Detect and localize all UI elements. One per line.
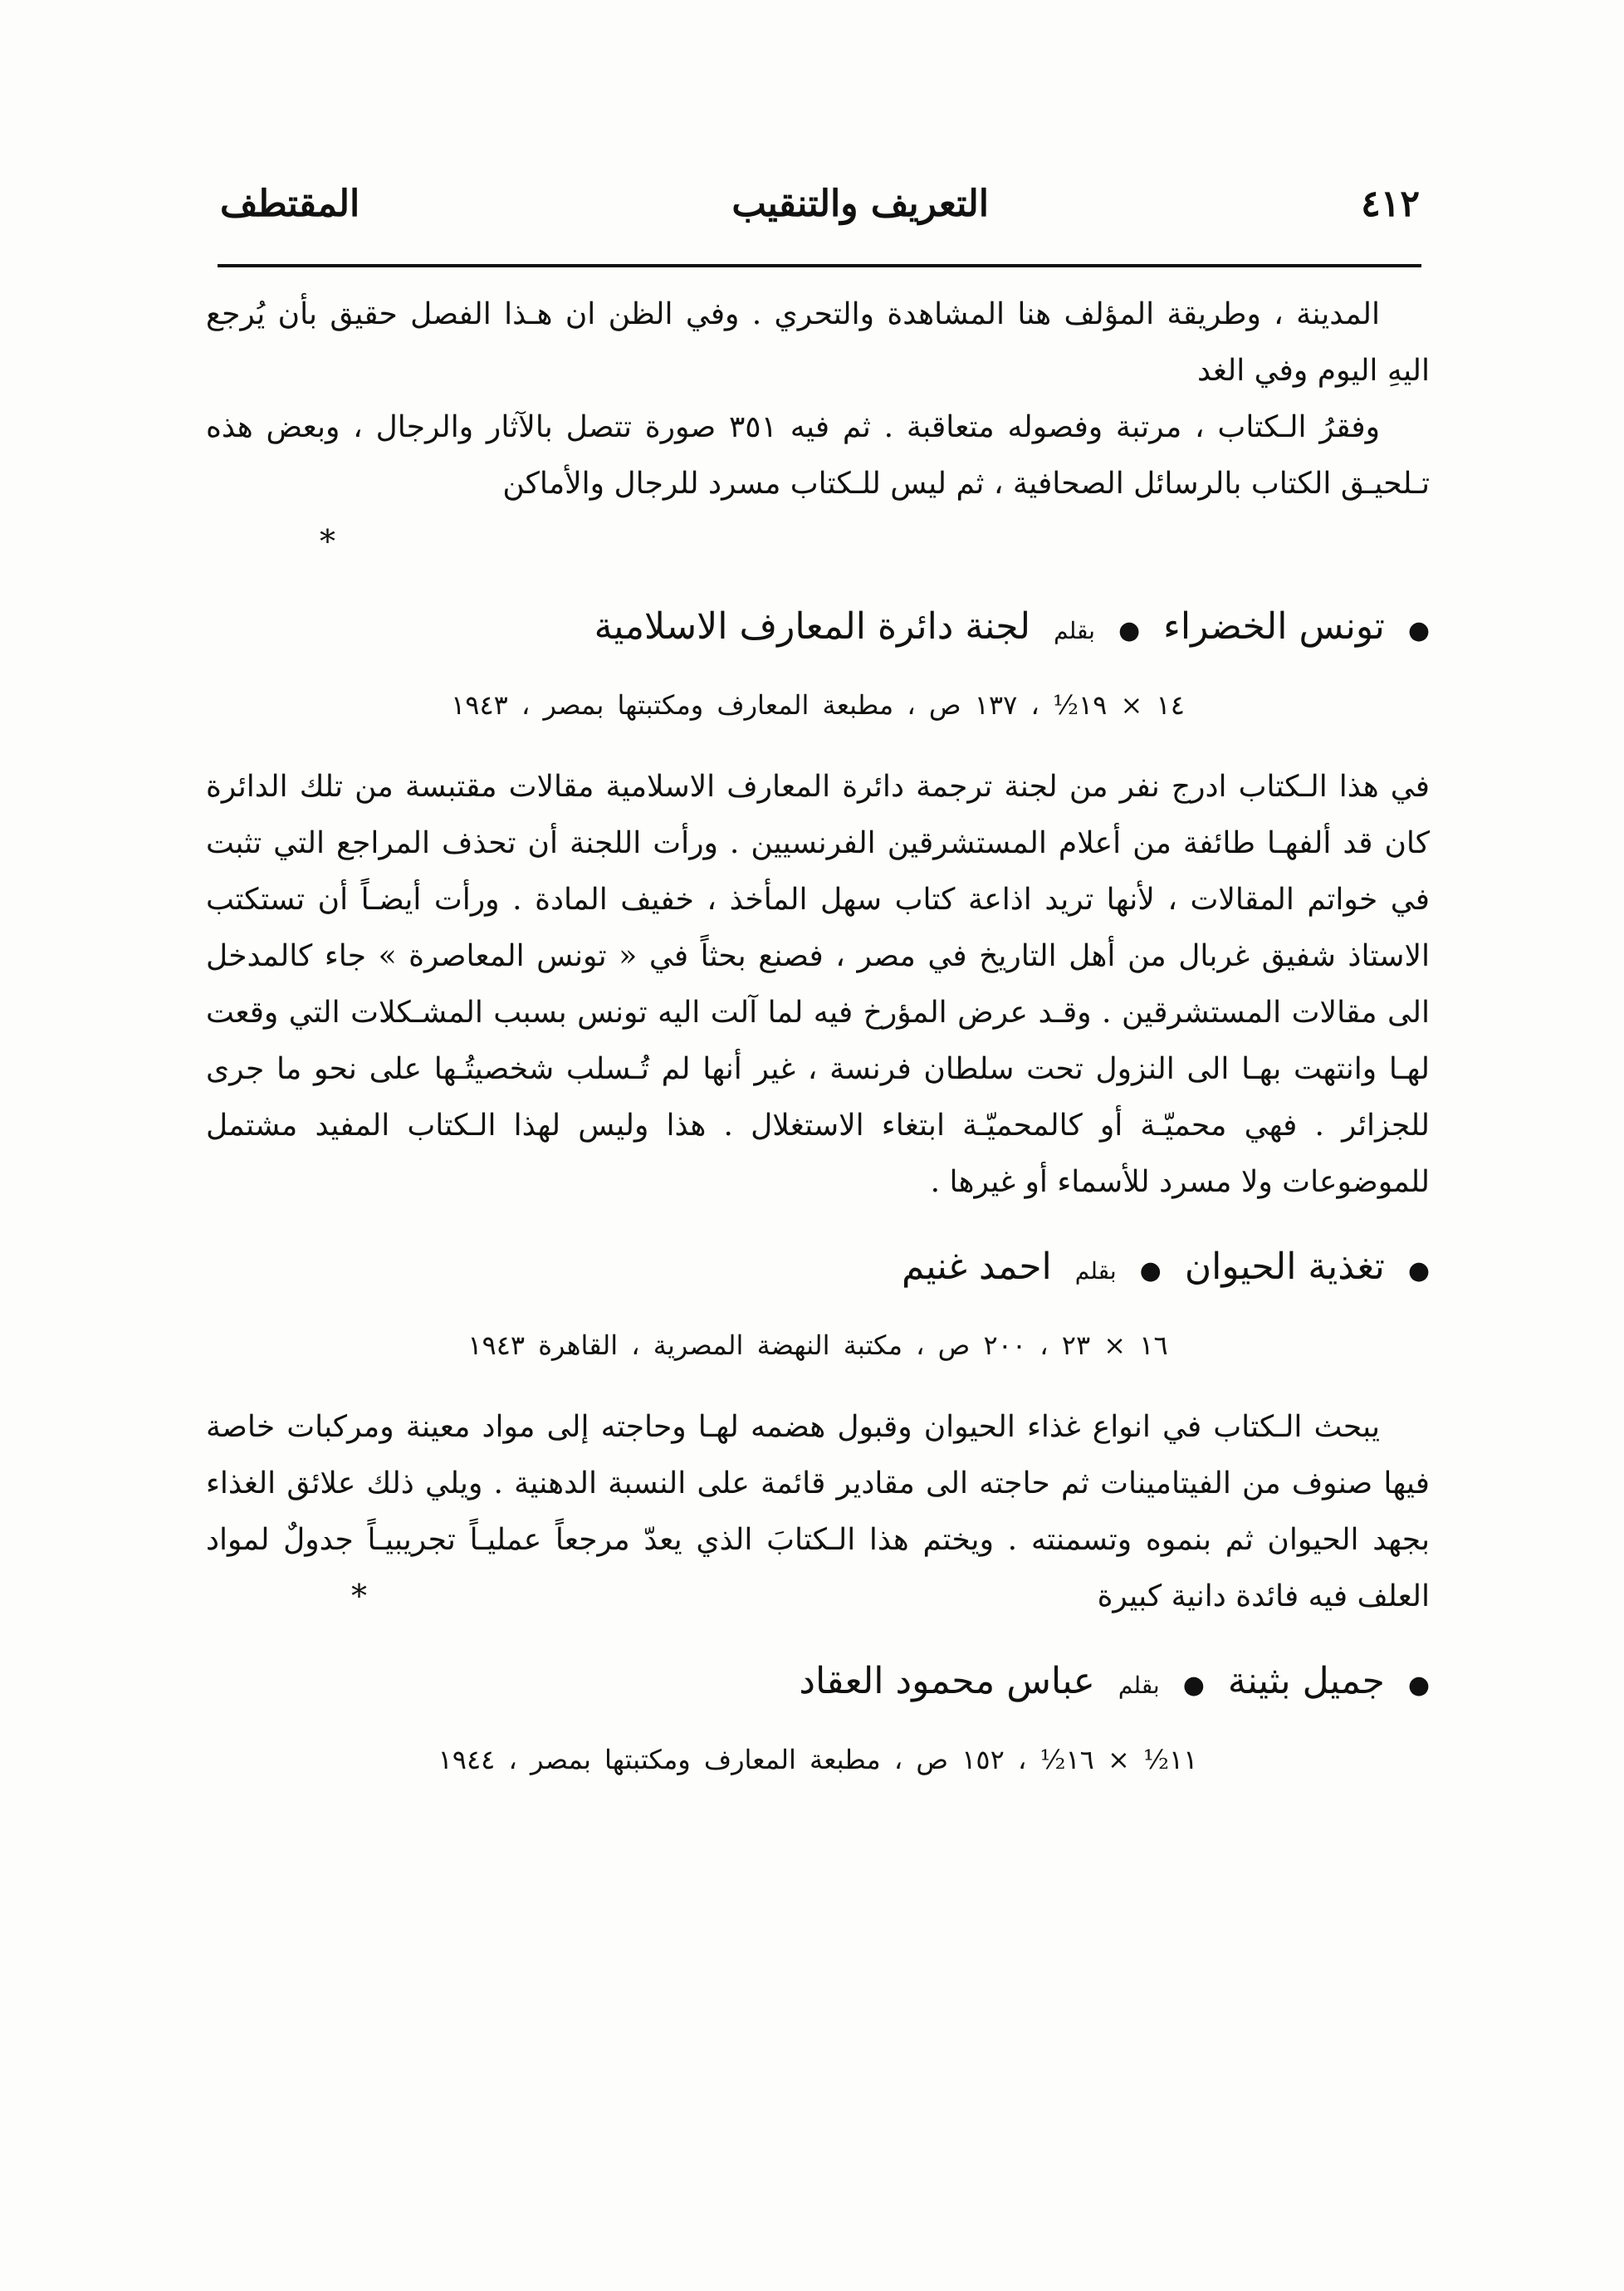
entry-heading: [206, 1234, 1430, 1305]
bullet-icon: ●: [1118, 616, 1141, 645]
asterisk-separator: *: [351, 1578, 367, 1614]
bullet-icon: ●: [1407, 1256, 1430, 1285]
book-author: عباس محمود العقاد: [799, 1660, 1095, 1702]
running-header: [220, 170, 1420, 237]
publication-info: ١٦ × ٢٣ ، ٢٠٠ ص ، مكتبة النهضة المصرية ، القاهرة ١٩٤٣: [467, 1329, 1168, 1361]
book-title: تونس الخضراء: [1163, 605, 1385, 648]
book-title: جميل بثينة: [1227, 1660, 1385, 1702]
journal-name: المقتطف: [220, 182, 360, 225]
by-label: بقلم: [1118, 1672, 1160, 1699]
entry-heading: [206, 1648, 1430, 1719]
book-title: تغذية الحيوان: [1184, 1246, 1385, 1288]
book-author: لجنة دائرة المعارف الاسلامية: [594, 605, 1031, 648]
paragraph: المدينة ، وطريقة المؤلف هنا المشاهدة والتحري . وفي الظن ان هـذا الفصل حقيق بأن يُرجع اليهِ اليوم وفي الغد: [206, 297, 1430, 388]
bullet-icon: ●: [1407, 1671, 1430, 1700]
page-body: [206, 286, 1430, 1789]
asterisk-separator: *: [320, 523, 335, 560]
section-separator: [206, 1567, 1430, 1625]
publication-info: ١٤ × ١٩½ ، ١٣٧ ص ، مطبعة المعارف ومكتبتها بمصر ، ١٩٤٣: [451, 689, 1185, 721]
publication-info: ١١½ × ١٦½ ، ١٥٢ ص ، مطبعة المعارف ومكتبتها بمصر ، ١٩٤٤: [438, 1744, 1198, 1775]
section-title: التعريف والتنقيب: [731, 182, 990, 225]
bullet-icon: ●: [1139, 1256, 1162, 1285]
section-separator: [206, 512, 1430, 570]
bullet-icon: ●: [1407, 616, 1430, 645]
bullet-icon: ●: [1182, 1671, 1205, 1700]
review-text: في هذا الـكتاب ادرج نفر من لجنة ترجمة دائرة المعارف الاسلامية مقالات مقتبسة من تلك الدائرة كان قد ألفهـا طائفة من أعلام المستشرقين الفرنسيين . ورأت اللجنة أن تحذف المراجع التي تثبت في خواتم المقالات ، لأنها تريد اذاعة كتاب سهل المأخذ ، خفيف المادة . ورأت أيضـاً أن تستكتب الاستاذ شفيق غربال من أهل التاريخ في مصر ، فصنع بحثاً في « تونس المعاصرة » جاء كالمدخل الى مقالات المستشرقين . وقـد عرض المؤرخ فيه لما آلت اليه تونس بسبب المشـكلات التي وقعت لهـا وانتهت بهـا الى النزول تحت سلطان فرنسة ، غير أنها لم تُـسلب شخصيتُـها على نحو ما جرى للجزائر . فهي محميّـة أو كالمحميّـة ابتغاء الاستغلال . هذا وليس لهذا الـكتاب المفيد مشتمل للموضوعات ولا مسرد للأسماء أو غيرها .: [206, 770, 1431, 1199]
paragraph: وفقرُ الـكتاب ، مرتبة وفصوله متعاقبة . ثم فيه ٣٥١ صورة تتصل بالآثار والرجال ، وبعض هذه تـلحيـق الكتاب بالرسائل الصحافية ، ثم ليس للـكتاب مسرد للرجال والأماكن: [206, 410, 1430, 501]
by-label: بقلم: [1074, 1257, 1117, 1285]
header-rule: [218, 264, 1421, 267]
book-author: احمد غنيم: [901, 1246, 1052, 1288]
entry-heading: [206, 594, 1430, 664]
page-number: ٤١٢: [1361, 182, 1420, 225]
by-label: بقلم: [1054, 617, 1095, 644]
review-text: يبحث الـكتاب في انواع غذاء الحيوان وقبول هضمه لهـا وحاجته إلى مواد معينة ومركبات خاصة فيها صنوف من الفيتامينات ثم حاجته الى مقادير قائمة على النسبة الدهنية . ويلي ذلك علائق الغذاء بجهد الحيوان ثم بنموه وتسمنته . ويختم هذا الـكتابَ الذي يعدّ مرجعاً عمليـاً تجريبيـاً جدولٌ لمواد العلف فيه فائدة دانية كبيرة: [206, 1410, 1430, 1613]
